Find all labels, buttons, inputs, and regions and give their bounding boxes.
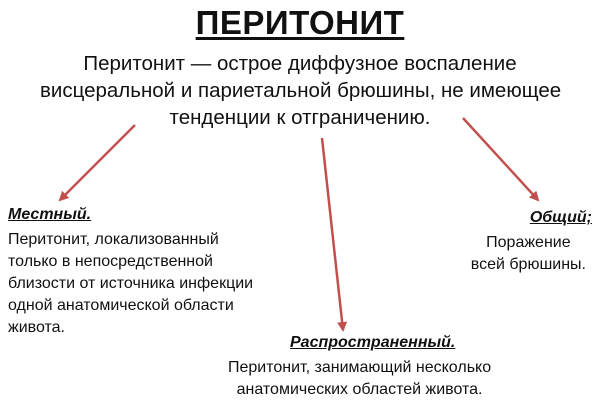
local-type-line: живота. xyxy=(8,319,65,336)
definition-line: висцеральной и париетальной брюшины, не имеющее xyxy=(40,79,562,102)
local-type-heading: Местный. xyxy=(8,206,92,223)
spread-type-heading: Распространенный. xyxy=(290,334,456,351)
spread-type-description xyxy=(228,357,491,401)
local-type-line: Перитонит, локализованный xyxy=(8,231,219,248)
local-type-line: близости от источника инфекции xyxy=(8,275,254,292)
general-type-line: всей брюшины. xyxy=(470,256,586,273)
general-type-description xyxy=(471,232,586,276)
local-type-line: одной анатомической области xyxy=(8,297,234,314)
general-type-line: Поражение xyxy=(486,234,571,251)
arrow-to-local xyxy=(60,125,135,200)
general-type-heading: Общий; xyxy=(529,209,592,226)
local-type-line: только в непосредственной xyxy=(8,253,213,270)
local-type-description xyxy=(8,229,253,339)
spread-type-line: анатомических областей живота. xyxy=(236,381,483,398)
arrow-to-spread xyxy=(322,138,343,330)
spread-type-line: Перитонит, занимающий несколько xyxy=(228,359,492,376)
definition-line: тенденции к отграничению. xyxy=(169,106,431,129)
page-title: ПЕРИТОНИТ xyxy=(195,4,405,41)
definition-line: Перитонит — острое диффузное воспаление xyxy=(83,52,517,75)
arrow-to-general xyxy=(463,118,538,200)
